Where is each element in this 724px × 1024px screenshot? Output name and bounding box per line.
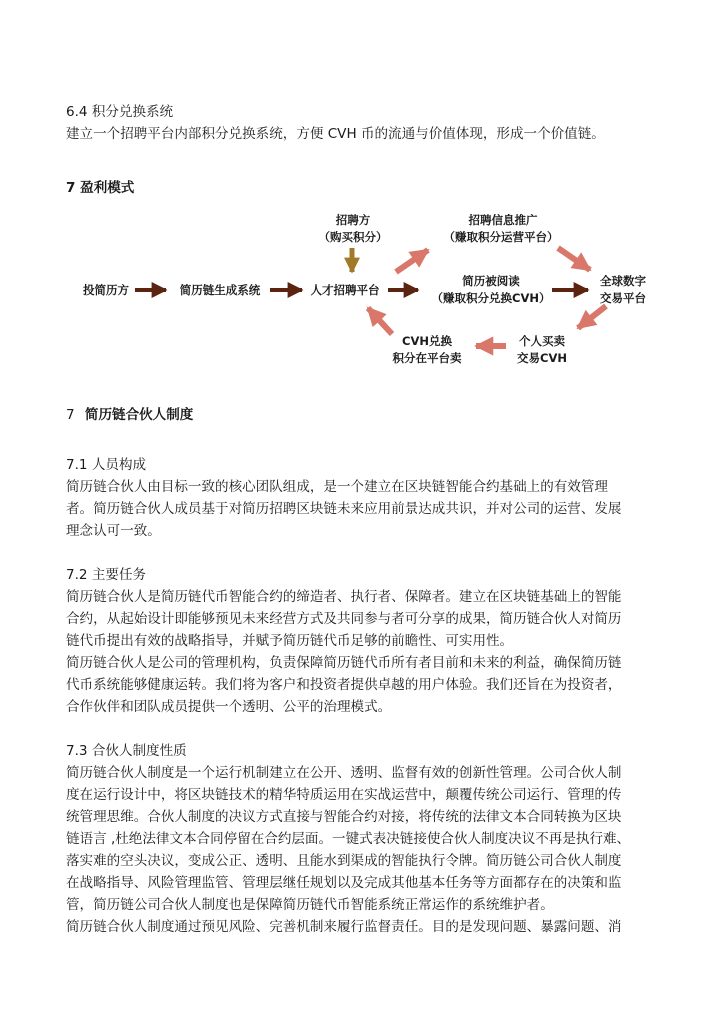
section-7-2-line: 简历链合伙人是公司的管理机构，负责保障简历链代币所有者目前和未来的利益，确保简历链 — [66, 655, 622, 671]
section-7-3-line: 落实难的空头决议，变成公正、透明、且能水到渠成的智能执行令牌。简历链公司合伙人制度 — [66, 853, 622, 869]
arrow-global-to-personal — [578, 306, 606, 328]
node-recruiter-sub: （购买积分） — [318, 230, 388, 244]
node-cvh-2: 积分在平台卖 — [392, 351, 462, 365]
node-gen: 简历链生成系统 — [179, 283, 261, 297]
node-global-2: 交易平台 — [600, 291, 646, 305]
arrow-cvh-to-talent — [368, 308, 392, 334]
node-talent: 人才招聘平台 — [310, 283, 380, 297]
section-6-4-heading: 6.4 积分兑换系统 — [66, 104, 174, 120]
section-7-3-heading: 7.3 合伙人制度性质 — [66, 743, 187, 759]
arrow-talent-to-promo — [396, 250, 428, 272]
profit-model-diagram — [0, 200, 724, 380]
node-global-1: 全球数字 — [600, 274, 646, 288]
section-7-3-line: 度在运行设计中，将区块链技术的精华特质运用在实战运营中，颠覆传统公司运行、管理的传 — [66, 787, 622, 803]
node-cvh-1: CVH兑换 — [402, 334, 452, 348]
section-7-2-line: 代币系统能够健康运转。我们将为客户和投资者提供卓越的用户体验。我们还旨在为投资者， — [66, 677, 622, 693]
partner-heading-num: 7 — [66, 407, 75, 423]
node-personal-1: 个人买卖 — [519, 334, 565, 348]
partner-heading — [66, 405, 664, 425]
profit-model-heading: 7 盈利模式 — [66, 180, 135, 196]
section-7-1-heading: 7.1 人员构成 — [66, 457, 147, 473]
arrow-promo-to-global — [558, 248, 590, 270]
section-7-2-line: 合约，从起始设计即能够预见未来经营方式及共同参与者可分享的成果，简历链合伙人对简历 — [66, 611, 622, 627]
section-7-2-line: 合作伙伴和团队成员提供一个透明、公平的治理模式。 — [66, 699, 392, 715]
node-read-title: 简历被阅读 — [462, 274, 520, 288]
node-recruiter-title: 招聘方 — [335, 213, 371, 227]
section-7-2-line: 链代币提出有效的战略指导，并赋予简历链代币足够的前瞻性、可实用性。 — [66, 633, 514, 649]
section-7-3-line: 简历链合伙人制度通过预见风险、完善机制来履行监督责任。目的是发现问题、暴露问题、消 — [66, 919, 622, 935]
node-personal-2: 交易CVH — [517, 351, 567, 365]
node-promo-sub: （赚取积分运营平台） — [443, 230, 559, 244]
node-promo-title: 招聘信息推广 — [468, 213, 538, 227]
node-submit: 投简历方 — [83, 283, 129, 297]
section-7-2-heading: 7.2 主要任务 — [66, 567, 147, 583]
section-7-3-line: 简历链合伙人制度是一个运行机制建立在公开、透明、监督有效的创新性管理。公司合伙人制 — [66, 765, 622, 781]
section-7-3-line: 在战略指导、风险管理监管、管理层继任规划以及完成其他基本任务等方面都存在的决策和监 — [66, 875, 622, 891]
section-7-3-line: 统管理思维。合伙人制度的决议方式直接与智能合约对接，将传统的法律文本合同转换为区块 — [66, 809, 622, 825]
section-6-4-text: 建立一个招聘平台内部积分兑换系统，方便 CVH 币的流通与价值体现，形成一个价值链。 — [66, 126, 605, 142]
section-7-3-line: 链语言 ,杜绝法律文本合同停留在合约层面。一键式表决链接使合伙人制度决议不再是执行难、 — [66, 831, 631, 847]
section-7-1-line: 理念认可一致。 — [66, 523, 161, 539]
section-7-1-line: 简历链合伙人由目标一致的核心团队组成，是一个建立在区块链智能合约基础上的有效管理 — [66, 479, 608, 495]
partner-heading-text: 简历链合伙人制度 — [84, 407, 194, 423]
node-read-sub: （赚取积分兑换CVH） — [431, 291, 551, 305]
section-7-3-line: 管，简历链公司合伙人制度也是保障简历链代币智能系统正常运作的系统维护者。 — [66, 897, 554, 913]
section-7-1-line: 者。简历链合伙人成员基于对简历招聘区块链未来应用前景达成共识，并对公司的运营、发展 — [66, 501, 622, 517]
section-7-2-line: 简历链合伙人是简历链代币智能合约的缔造者、执行者、保障者。建立在区块链基础上的智能 — [66, 589, 622, 605]
